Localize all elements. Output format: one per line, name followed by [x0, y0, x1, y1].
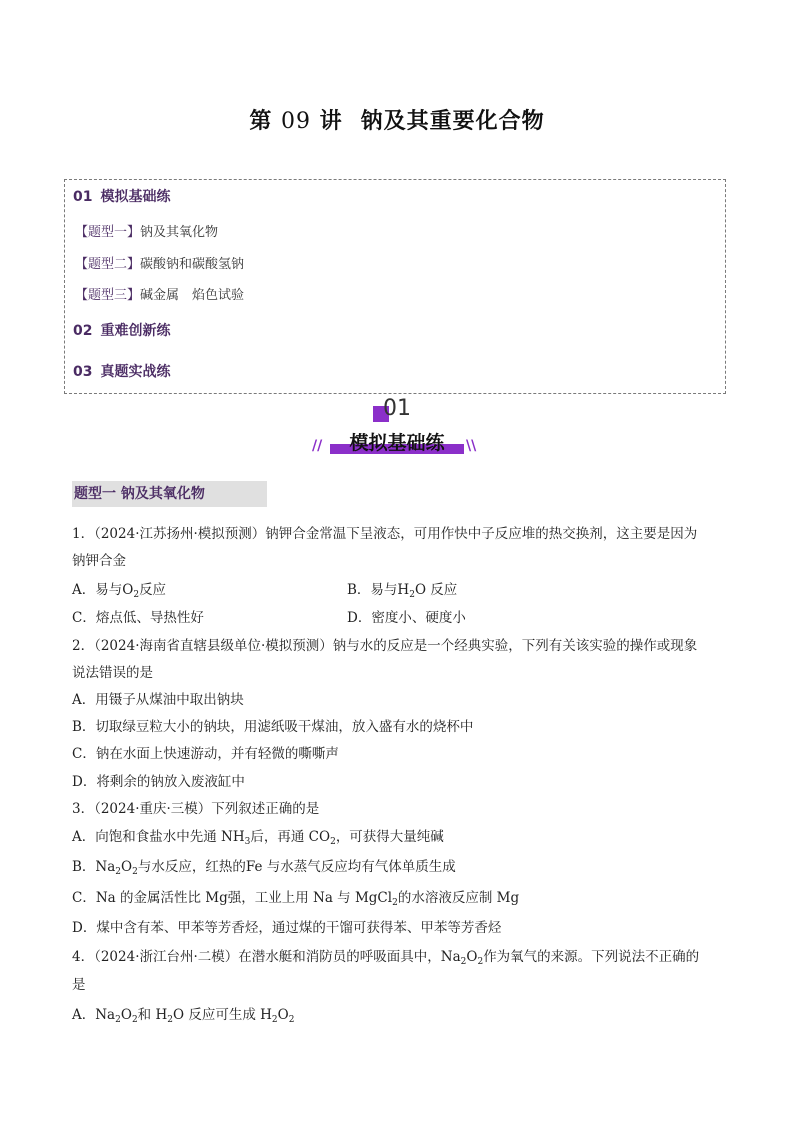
toc-sub-tag: 【题型三】 — [75, 288, 141, 303]
title-num-suffix: 讲 — [310, 109, 343, 134]
title-num-prefix: 第 — [249, 109, 281, 134]
q1-option-a[interactable]: A．易与$O_2$反应 — [72, 582, 167, 600]
toc-sub-tag: 【题型一】 — [75, 225, 141, 240]
toc-sub-type1[interactable] — [75, 221, 218, 240]
q3-option-d[interactable]: D．煤中含有苯、甲苯等芳香烃，通过煤的干馏可获得苯、甲苯等芳香烃 — [72, 920, 502, 936]
title-num: 09 — [280, 109, 311, 134]
toc-item-num: 01 — [73, 189, 93, 205]
toc-item-01[interactable] — [73, 186, 170, 206]
toc-item-02[interactable] — [73, 320, 170, 340]
q2-stem-line1: 2．（2024·海南省直辖县级单位·模拟预测）钠与水的反应是一个经典实验，下列有关该实验的操作或现象 — [72, 638, 698, 654]
toc-item-num: 02 — [73, 323, 93, 339]
q4-stem-line2: 是 — [72, 977, 86, 993]
section-num: 01 — [383, 396, 411, 421]
section-slash-left: // — [312, 438, 323, 454]
toc-item-label: 真题实战练 — [100, 364, 171, 380]
q1-option-c[interactable]: C．熔点低、导热性好 — [72, 610, 204, 626]
q2-option-d[interactable]: D．将剩余的钠放入废液缸中 — [72, 774, 245, 790]
toc-sub-text: 钠及其氧化物 — [140, 225, 219, 240]
toc-sub-text: 碳酸钠和碳酸氢钠 — [140, 257, 245, 272]
toc-sub-tag: 【题型二】 — [75, 257, 141, 272]
q3-stem: 3．（2024·重庆·三模）下列叙述正确的是 — [72, 801, 320, 817]
section-slash-right: \\ — [466, 438, 477, 454]
toc-sub-type2[interactable] — [75, 253, 244, 272]
type-heading: 题型一 钠及其氧化物 — [72, 481, 267, 507]
title-text: 钠及其重要化合物 — [360, 109, 545, 134]
q2-stem-line2: 说法错误的是 — [72, 665, 153, 681]
q3-option-c[interactable]: C．Na 的金属活性比 Mg强，工业上用 Na 与 MgCl$_2$的水溶液反应制 Mg — [72, 890, 520, 908]
toc-item-label: 重难创新练 — [100, 323, 171, 339]
toc-item-03[interactable] — [73, 361, 170, 381]
q1-option-b[interactable]: B．易与$H_2O$ 反应 — [347, 582, 458, 600]
toc-sub-type3[interactable] — [75, 284, 244, 303]
q2-option-c[interactable]: C．钠在水面上快速游动，并有轻微的嘶嘶声 — [72, 746, 339, 762]
table-of-contents — [64, 179, 726, 394]
toc-item-num: 03 — [73, 364, 93, 380]
q1-stem-line2: 钠钾合金 — [72, 553, 126, 569]
q4-option-a[interactable]: A．$Na_2O_2$和 $H_2O$ 反应可生成 $H_2O_2$ — [72, 1007, 295, 1025]
q1-stem-line1: 1．（2024·江苏扬州·模拟预测）钠钾合金常温下呈液态，可用作快中子反应堆的热交换剂，这主要是因为 — [72, 526, 698, 542]
q2-option-a[interactable]: A．用镊子从煤油中取出钠块 — [72, 692, 244, 708]
page-title — [0, 104, 794, 135]
section-title: 模拟基础练 — [349, 432, 445, 454]
q4-stem-line1: 4．（2024·浙江台州·二模）在潜水艇和消防员的呼吸面具中，$Na_2O_2$作为氧气的来源。下列说法不正确的 — [72, 949, 700, 967]
q3-option-b[interactable]: B．$Na_2O_2$与水反应，红热的Fe 与水蒸气反应均有气体单质生成 — [72, 859, 456, 877]
toc-item-label: 模拟基础练 — [100, 189, 171, 205]
toc-sub-text: 碱金属 焰色试验 — [140, 288, 245, 303]
q3-option-a[interactable]: A．向饱和食盐水中先通 $NH_3$后，再通 $CO_2$，可获得大量纯碱 — [72, 829, 444, 847]
q2-option-b[interactable]: B．切取绿豆粒大小的钠块，用滤纸吸干煤油，放入盛有水的烧杯中 — [72, 719, 474, 735]
q1-option-d[interactable]: D．密度小、硬度小 — [347, 610, 466, 626]
